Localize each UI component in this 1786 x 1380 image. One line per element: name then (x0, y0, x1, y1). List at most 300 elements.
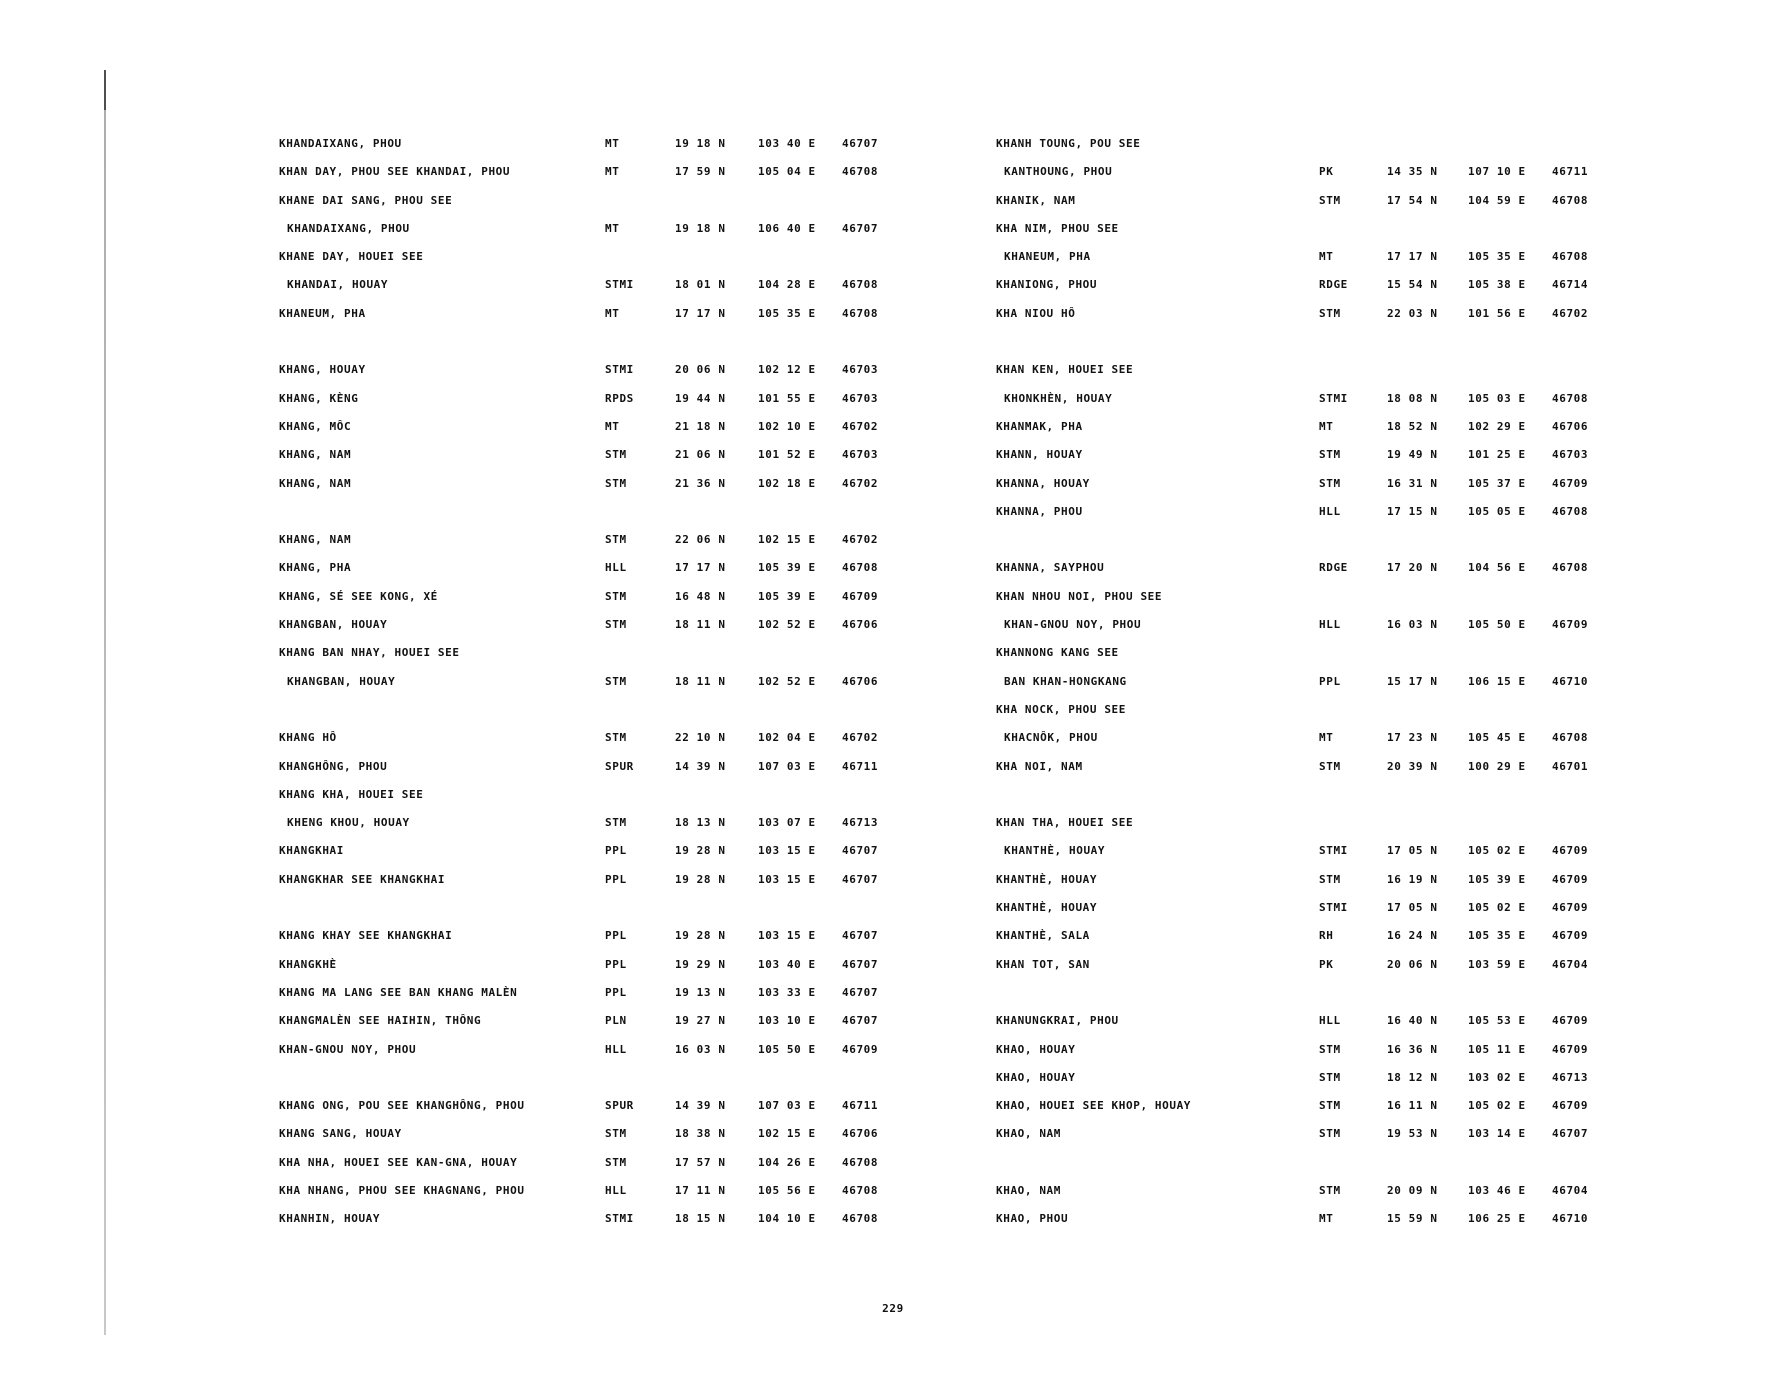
entry-name: KHAN NHOU NOI, PHOU SEE (996, 589, 1163, 603)
entry-lon: 106 25 E (1468, 1212, 1526, 1226)
entry-lat: 16 03 N (675, 1042, 726, 1056)
entry-ref: 46711 (842, 759, 879, 773)
entry-lon: 102 10 E (758, 419, 816, 433)
entry-lon: 103 59 E (1468, 957, 1526, 971)
gazetteer-entry (996, 1007, 1606, 1035)
entry-ref: 46703 (842, 391, 879, 405)
entry-lon: 105 02 E (1468, 901, 1526, 915)
entry-ref: 46703 (842, 448, 879, 462)
entry-lon: 105 05 E (1468, 504, 1526, 518)
gazetteer-entry (279, 413, 919, 441)
entry-name: KHANMAK, PHA (996, 419, 1083, 433)
entry-name: KHANDAI, HOUAY (287, 278, 389, 292)
entry-lat: 18 11 N (675, 674, 726, 688)
entry-ref: 46708 (842, 306, 879, 320)
entry-type: MT (605, 306, 620, 320)
entry-type: HLL (1319, 504, 1341, 518)
entry-type: PPL (605, 929, 627, 943)
entry-name: KHAO, HOUAY (996, 1070, 1076, 1084)
entry-type: STM (605, 1127, 627, 1141)
entry-lat: 17 05 N (1387, 844, 1438, 858)
entry-ref: 46703 (842, 363, 879, 377)
entry-ref: 46709 (842, 589, 879, 603)
entry-lat: 16 48 N (675, 589, 726, 603)
entry-type: STMI (605, 278, 634, 292)
entry-ref: 46709 (1552, 844, 1589, 858)
entry-lat: 19 27 N (675, 1014, 726, 1028)
entry-lon: 102 18 E (758, 476, 816, 490)
entry-lon: 101 56 E (1468, 306, 1526, 320)
entry-lat: 19 18 N (675, 221, 726, 235)
entry-lon: 102 04 E (758, 731, 816, 745)
entry-lon: 105 39 E (758, 561, 816, 575)
entry-lon: 105 03 E (1468, 391, 1526, 405)
entry-lon: 102 15 E (758, 1127, 816, 1141)
entry-lat: 17 54 N (1387, 193, 1438, 207)
entry-ref: 46704 (1552, 1183, 1589, 1197)
gazetteer-entry (996, 1177, 1606, 1205)
entry-lat: 15 17 N (1387, 674, 1438, 688)
entry-ref: 46707 (842, 137, 879, 150)
entry-name: KHANG, PHA (279, 561, 352, 575)
gazetteer-entry (279, 979, 919, 1007)
gazetteer-entry (996, 753, 1606, 781)
gazetteer-entry (996, 1205, 1606, 1233)
entry-lon: 103 02 E (1468, 1070, 1526, 1084)
entry-lat: 20 39 N (1387, 759, 1438, 773)
entry-name: KHANGKHAR SEE KHANGKHAI (279, 872, 446, 886)
entry-lat: 14 39 N (675, 759, 726, 773)
gazetteer-entry (996, 498, 1606, 526)
entry-type: MT (1319, 1212, 1334, 1226)
entry-lat: 16 03 N (1387, 618, 1438, 632)
left-entry-column (279, 130, 919, 1234)
gazetteer-entry (996, 611, 1606, 639)
entry-ref: 46702 (842, 419, 879, 433)
gazetteer-entry (996, 696, 1606, 724)
entry-type: STM (1319, 1042, 1341, 1056)
entry-ref: 46713 (842, 816, 879, 830)
entry-lon: 105 02 E (1468, 844, 1526, 858)
entry-ref: 46707 (842, 1014, 879, 1028)
entry-lat: 20 09 N (1387, 1183, 1438, 1197)
gazetteer-entry (279, 1007, 919, 1035)
entry-name: KHAO, PHOU (996, 1212, 1069, 1226)
entry-lon: 107 03 E (758, 759, 816, 773)
entry-lat: 17 57 N (675, 1155, 726, 1169)
gazetteer-entry (996, 271, 1606, 299)
gazetteer-entry (279, 470, 919, 498)
gazetteer-entry (279, 724, 919, 752)
entry-lon: 105 45 E (1468, 731, 1526, 745)
entry-name: KHANGKHAI (279, 844, 345, 858)
entry-type: STMI (1319, 844, 1348, 858)
entry-lon: 105 35 E (1468, 929, 1526, 943)
entry-lat: 18 08 N (1387, 391, 1438, 405)
gazetteer-entry (279, 356, 919, 384)
gazetteer-entry (996, 158, 1606, 186)
entry-type: PLN (605, 1014, 627, 1028)
entry-name: KHANG, MÔC (279, 419, 352, 433)
entry-ref: 46704 (1552, 957, 1589, 971)
entry-lat: 16 19 N (1387, 872, 1438, 886)
entry-name: KHANG, SÉ SEE KONG, XÉ (279, 589, 438, 603)
entry-name: KHA NOCK, PHOU SEE (996, 702, 1127, 716)
entry-ref: 46701 (1552, 759, 1589, 773)
entry-name: KHANH TOUNG, POU SEE (996, 137, 1141, 150)
entry-ref: 46706 (842, 674, 879, 688)
entry-lon: 102 52 E (758, 618, 816, 632)
entry-ref: 46709 (842, 1042, 879, 1056)
entry-lat: 16 24 N (1387, 929, 1438, 943)
entry-lon: 105 37 E (1468, 476, 1526, 490)
entry-lat: 16 31 N (1387, 476, 1438, 490)
gazetteer-entry (996, 413, 1606, 441)
entry-type: STM (1319, 1183, 1341, 1197)
entry-name: KANTHOUNG, PHOU (1004, 165, 1113, 179)
entry-type: STMI (605, 363, 634, 377)
entry-type: HLL (605, 1042, 627, 1056)
entry-name: KHANNA, PHOU (996, 504, 1083, 518)
entry-ref: 46707 (842, 872, 879, 886)
blank-row (279, 894, 919, 922)
entry-ref: 46708 (842, 165, 879, 179)
entry-type: PPL (1319, 674, 1341, 688)
entry-lon: 103 07 E (758, 816, 816, 830)
blank-row (279, 498, 919, 526)
entry-name: KHAO, HOUAY (996, 1042, 1076, 1056)
entry-lat: 22 03 N (1387, 306, 1438, 320)
entry-lon: 107 10 E (1468, 165, 1526, 179)
entry-type: STM (605, 731, 627, 745)
entry-type: SPUR (605, 1099, 634, 1113)
entry-name: KHANG, NAM (279, 448, 352, 462)
entry-type: STM (1319, 1127, 1341, 1141)
gazetteer-entry (996, 187, 1606, 215)
entry-ref: 46707 (1552, 1127, 1589, 1141)
entry-ref: 46714 (1552, 278, 1589, 292)
entry-ref: 46707 (842, 985, 879, 999)
blank-row (996, 1149, 1606, 1177)
entry-type: PPL (605, 957, 627, 971)
entry-name: KHAN-GNOU NOY, PHOU (1004, 618, 1142, 632)
entry-ref: 46709 (1552, 929, 1589, 943)
gazetteer-entry (279, 441, 919, 469)
entry-ref: 46707 (842, 929, 879, 943)
entry-type: PK (1319, 957, 1334, 971)
entry-ref: 46703 (1552, 448, 1589, 462)
entry-ref: 46709 (1552, 1014, 1589, 1028)
entry-name: KHAO, HOUEI SEE KHOP, HOUAY (996, 1099, 1192, 1113)
entry-type: PPL (605, 872, 627, 886)
entry-lat: 15 54 N (1387, 278, 1438, 292)
entry-name: KHANGHÔNG, PHOU (279, 759, 388, 773)
entry-lon: 102 12 E (758, 363, 816, 377)
entry-lat: 22 10 N (675, 731, 726, 745)
entry-type: MT (1319, 731, 1334, 745)
entry-type: MT (605, 221, 620, 235)
entry-name: BAN KHAN-HONGKANG (1004, 674, 1127, 688)
entry-ref: 46708 (1552, 731, 1589, 745)
entry-name: KHANG HÔ (279, 731, 337, 745)
entry-name: KHANG, NAM (279, 533, 352, 547)
entry-lon: 103 14 E (1468, 1127, 1526, 1141)
entry-ref: 46708 (1552, 391, 1589, 405)
entry-name: KHA NIOU HÔ (996, 306, 1076, 320)
gazetteer-entry (279, 809, 919, 837)
entry-name: KHANTHÈ, HOUAY (1004, 844, 1106, 858)
entry-lat: 17 17 N (675, 561, 726, 575)
gazetteer-entry (996, 356, 1606, 384)
entry-type: STM (605, 533, 627, 547)
entry-name: KHA NHA, HOUEI SEE KAN-GNA, HOUAY (279, 1155, 518, 1169)
entry-lon: 102 15 E (758, 533, 816, 547)
entry-ref: 46707 (842, 957, 879, 971)
entry-ref: 46709 (1552, 476, 1589, 490)
gazetteer-entry (279, 243, 919, 271)
entry-lon: 103 15 E (758, 929, 816, 943)
entry-type: MT (605, 419, 620, 433)
gazetteer-entry (996, 215, 1606, 243)
entry-name: KHANTHÈ, HOUAY (996, 872, 1098, 886)
entry-name: KHANHIN, HOUAY (279, 1212, 381, 1226)
gazetteer-entry (279, 554, 919, 582)
entry-lat: 17 15 N (1387, 504, 1438, 518)
gazetteer-entry (996, 1036, 1606, 1064)
gazetteer-entry (279, 951, 919, 979)
entry-name: KHAN-GNOU NOY, PHOU (279, 1042, 417, 1056)
entry-lat: 20 06 N (1387, 957, 1438, 971)
gazetteer-entry (279, 611, 919, 639)
entry-lon: 105 35 E (1468, 250, 1526, 264)
entry-lat: 18 52 N (1387, 419, 1438, 433)
entry-lat: 17 17 N (675, 306, 726, 320)
gazetteer-entry (279, 866, 919, 894)
entry-lon: 104 26 E (758, 1155, 816, 1169)
entry-type: STM (605, 476, 627, 490)
blank-row (996, 781, 1606, 809)
entry-type: MT (605, 165, 620, 179)
page-number: 229 (882, 1302, 904, 1315)
entry-type: STMI (1319, 901, 1348, 915)
entry-name: KHA NIM, PHOU SEE (996, 221, 1119, 235)
entry-lon: 107 03 E (758, 1099, 816, 1113)
entry-type: RDGE (1319, 561, 1348, 575)
entry-type: STMI (605, 1212, 634, 1226)
entry-lat: 17 23 N (1387, 731, 1438, 745)
gazetteer-entry (279, 1036, 919, 1064)
entry-name: KHANG, NAM (279, 476, 352, 490)
entry-lon: 105 53 E (1468, 1014, 1526, 1028)
entry-type: STM (1319, 872, 1341, 886)
entry-ref: 46702 (1552, 306, 1589, 320)
entry-lon: 106 40 E (758, 221, 816, 235)
entry-lon: 104 28 E (758, 278, 816, 292)
entry-ref: 46706 (1552, 419, 1589, 433)
gazetteer-entry (996, 243, 1606, 271)
gazetteer-entry (996, 441, 1606, 469)
entry-lat: 16 11 N (1387, 1099, 1438, 1113)
entry-name: KHANG MA LANG SEE BAN KHANG MALÈN (279, 985, 518, 999)
entry-type: MT (1319, 419, 1334, 433)
gazetteer-entry (279, 187, 919, 215)
gazetteer-entry (279, 385, 919, 413)
entry-lon: 105 35 E (758, 306, 816, 320)
entry-type: STM (1319, 759, 1341, 773)
gazetteer-entry (996, 385, 1606, 413)
entry-type: STMI (1319, 391, 1348, 405)
entry-name: KHACNÔK, PHOU (1004, 731, 1098, 745)
entry-type: RPDS (605, 391, 634, 405)
gazetteer-entry (279, 1120, 919, 1148)
entry-ref: 46706 (842, 618, 879, 632)
entry-name: KHAN DAY, PHOU SEE KHANDAI, PHOU (279, 165, 511, 179)
entry-type: STM (605, 816, 627, 830)
entry-name: KHAN KEN, HOUEI SEE (996, 363, 1134, 377)
gazetteer-entry (996, 922, 1606, 950)
entry-lat: 18 15 N (675, 1212, 726, 1226)
entry-type: RDGE (1319, 278, 1348, 292)
entry-name: KHANUNGKRAI, PHOU (996, 1014, 1119, 1028)
entry-ref: 46708 (842, 561, 879, 575)
entry-name: KHANE DAY, HOUEI SEE (279, 250, 424, 264)
entry-ref: 46708 (842, 1155, 879, 1169)
entry-lat: 19 28 N (675, 872, 726, 886)
entry-lat: 18 13 N (675, 816, 726, 830)
gazetteer-entry (996, 809, 1606, 837)
blank-row (279, 328, 919, 356)
gazetteer-entry (996, 1092, 1606, 1120)
gazetteer-entry (996, 300, 1606, 328)
entry-lat: 18 01 N (675, 278, 726, 292)
entry-lon: 102 29 E (1468, 419, 1526, 433)
entry-name: KHANE DAI SANG, PHOU SEE (279, 193, 453, 207)
entry-name: KHAN THA, HOUEI SEE (996, 816, 1134, 830)
entry-ref: 46708 (1552, 193, 1589, 207)
gazetteer-entry (279, 781, 919, 809)
gazetteer-entry (279, 158, 919, 186)
entry-lat: 17 20 N (1387, 561, 1438, 575)
entry-lat: 19 28 N (675, 844, 726, 858)
entry-lon: 105 02 E (1468, 1099, 1526, 1113)
entry-lat: 19 18 N (675, 137, 726, 150)
entry-ref: 46711 (842, 1099, 879, 1113)
entry-name: KHANTHÈ, SALA (996, 929, 1090, 943)
entry-ref: 46702 (842, 476, 879, 490)
entry-lat: 16 40 N (1387, 1014, 1438, 1028)
binding-edge (104, 70, 106, 1335)
entry-lon: 105 38 E (1468, 278, 1526, 292)
entry-name: KHANNONG KANG SEE (996, 646, 1119, 660)
entry-ref: 46708 (1552, 250, 1589, 264)
entry-ref: 46709 (1552, 901, 1589, 915)
gazetteer-entry (996, 1120, 1606, 1148)
blank-row (996, 328, 1606, 356)
entry-ref: 46711 (1552, 165, 1589, 179)
entry-lon: 103 46 E (1468, 1183, 1526, 1197)
gazetteer-entry (996, 668, 1606, 696)
entry-name: KHANEUM, PHA (279, 306, 366, 320)
gazetteer-entry (996, 1064, 1606, 1092)
entry-lat: 14 35 N (1387, 165, 1438, 179)
entry-name: KHANG SANG, HOUAY (279, 1127, 402, 1141)
gazetteer-entry (996, 639, 1606, 667)
entry-type: STM (605, 448, 627, 462)
entry-ref: 46709 (1552, 1042, 1589, 1056)
entry-name: KHANIK, NAM (996, 193, 1076, 207)
entry-ref: 46710 (1552, 674, 1589, 688)
gazetteer-entry (996, 724, 1606, 752)
entry-type: MT (1319, 250, 1334, 264)
gazetteer-entry (279, 583, 919, 611)
entry-name: KHANNA, SAYPHOU (996, 561, 1105, 575)
entry-lon: 101 55 E (758, 391, 816, 405)
entry-name: KHAO, NAM (996, 1127, 1062, 1141)
entry-lat: 17 05 N (1387, 901, 1438, 915)
entry-lon: 102 52 E (758, 674, 816, 688)
entry-type: STM (605, 618, 627, 632)
entry-type: STM (1319, 1099, 1341, 1113)
entry-ref: 46713 (1552, 1070, 1589, 1084)
entry-lon: 105 50 E (1468, 618, 1526, 632)
entry-name: KHENG KHOU, HOUAY (287, 816, 410, 830)
entry-lon: 105 56 E (758, 1183, 816, 1197)
entry-name: KHANGBAN, HOUAY (279, 618, 388, 632)
entry-lon: 105 11 E (1468, 1042, 1526, 1056)
gazetteer-entry (279, 300, 919, 328)
entry-name: KHANGBAN, HOUAY (287, 674, 396, 688)
entry-ref: 46708 (1552, 504, 1589, 518)
entry-lat: 16 36 N (1387, 1042, 1438, 1056)
entry-name: KHANG, HOUAY (279, 363, 366, 377)
entry-lat: 19 13 N (675, 985, 726, 999)
gazetteer-entry (996, 951, 1606, 979)
entry-name: KHANG, KÈNG (279, 391, 359, 405)
entry-name: KHA NOI, NAM (996, 759, 1083, 773)
entry-lon: 103 10 E (758, 1014, 816, 1028)
entry-name: KHAO, NAM (996, 1183, 1062, 1197)
entry-lon: 105 39 E (1468, 872, 1526, 886)
gazetteer-entry (996, 470, 1606, 498)
entry-lat: 22 06 N (675, 533, 726, 547)
entry-type: STM (1319, 476, 1341, 490)
entry-lon: 104 56 E (1468, 561, 1526, 575)
entry-ref: 46708 (842, 1183, 879, 1197)
gazetteer-entry (279, 1149, 919, 1177)
entry-type: HLL (1319, 1014, 1341, 1028)
entry-name: KHANG ONG, POU SEE KHANGHÔNG, PHOU (279, 1099, 525, 1113)
gazetteer-entry (279, 639, 919, 667)
entry-name: KHANTHÈ, HOUAY (996, 901, 1098, 915)
entry-name: KHANNA, HOUAY (996, 476, 1090, 490)
entry-ref: 46709 (1552, 872, 1589, 886)
entry-lon: 105 39 E (758, 589, 816, 603)
entry-lon: 105 04 E (758, 165, 816, 179)
entry-name: KHANDAIXANG, PHOU (287, 221, 410, 235)
entry-name: KHANG BAN NHAY, HOUEI SEE (279, 646, 460, 660)
entry-lon: 101 25 E (1468, 448, 1526, 462)
entry-name: KHANGMALÈN SEE HAIHIN, THÔNG (279, 1014, 482, 1028)
right-entry-column (996, 130, 1606, 1234)
blank-row (996, 526, 1606, 554)
entry-lon: 103 33 E (758, 985, 816, 999)
entry-lon: 103 15 E (758, 872, 816, 886)
entry-name: KHANEUM, PHA (1004, 250, 1091, 264)
entry-ref: 46708 (1552, 561, 1589, 575)
entry-lat: 17 17 N (1387, 250, 1438, 264)
gazetteer-entry (996, 894, 1606, 922)
blank-row (279, 1064, 919, 1092)
